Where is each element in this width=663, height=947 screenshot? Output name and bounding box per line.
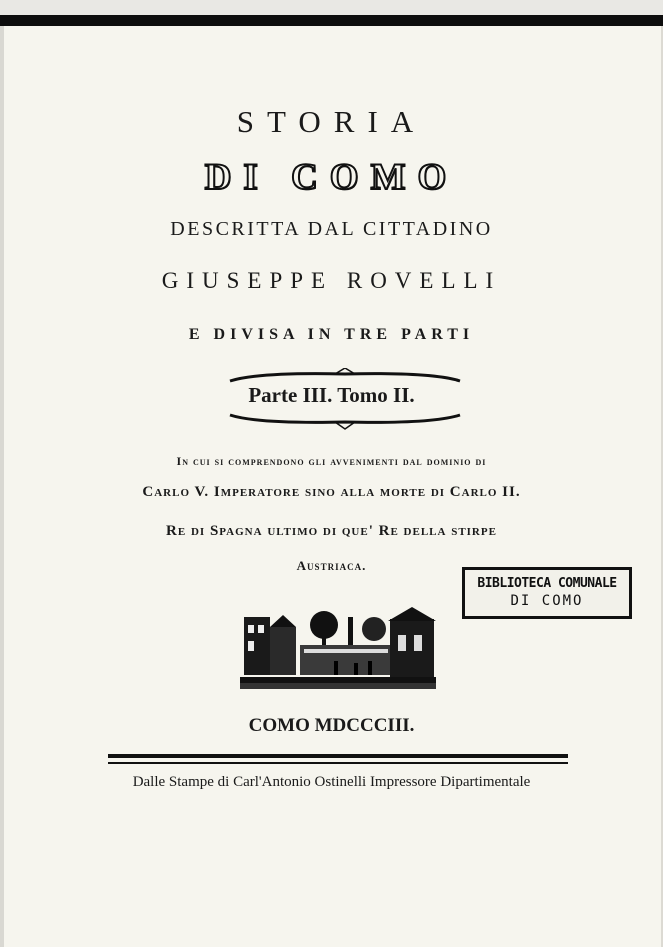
subtitle-line-4: Austriaca. — [296, 558, 367, 573]
author-name: GIUSEPPE ROVELLI — [161, 268, 502, 293]
title-descritta: DESCRITTA DAL CITTADINO — [170, 218, 493, 240]
imprint-printer: Dalle Stampe di Carl'Antonio Ostinelli Impressore Dipartimentale — [132, 774, 531, 790]
title-storia: STORIA — [236, 104, 427, 139]
title-di-como: DI COMO — [204, 157, 459, 198]
title-divisa: E DIVISA IN TRE PARTI — [188, 326, 475, 343]
stamp-line-2: DI COMO — [510, 593, 584, 609]
part-volume: Parte III. Tomo II. — [248, 383, 415, 407]
stamp-line-1: BIBLIOTECA COMUNALE — [477, 576, 617, 591]
subtitle-line-3: Re di Spagna ultimo di que' Re della stirpe — [166, 523, 497, 539]
subtitle-line-1: In cui si comprendono gli avvenimenti dal dominio di — [176, 454, 487, 468]
library-stamp — [462, 567, 632, 619]
imprint-rule-thick — [108, 754, 568, 758]
bottom-ornament-rule — [228, 412, 462, 430]
top-ornament-rule — [228, 368, 462, 384]
woodcut-vignette-image — [240, 605, 436, 693]
imprint-rule-thin — [108, 762, 568, 764]
page-top-edge — [0, 15, 663, 26]
imprint-place-year: COMO MDCCCIII. — [248, 715, 415, 736]
subtitle-line-2: Carlo V. Imperatore sino alla morte di Carlo II. — [142, 484, 521, 500]
